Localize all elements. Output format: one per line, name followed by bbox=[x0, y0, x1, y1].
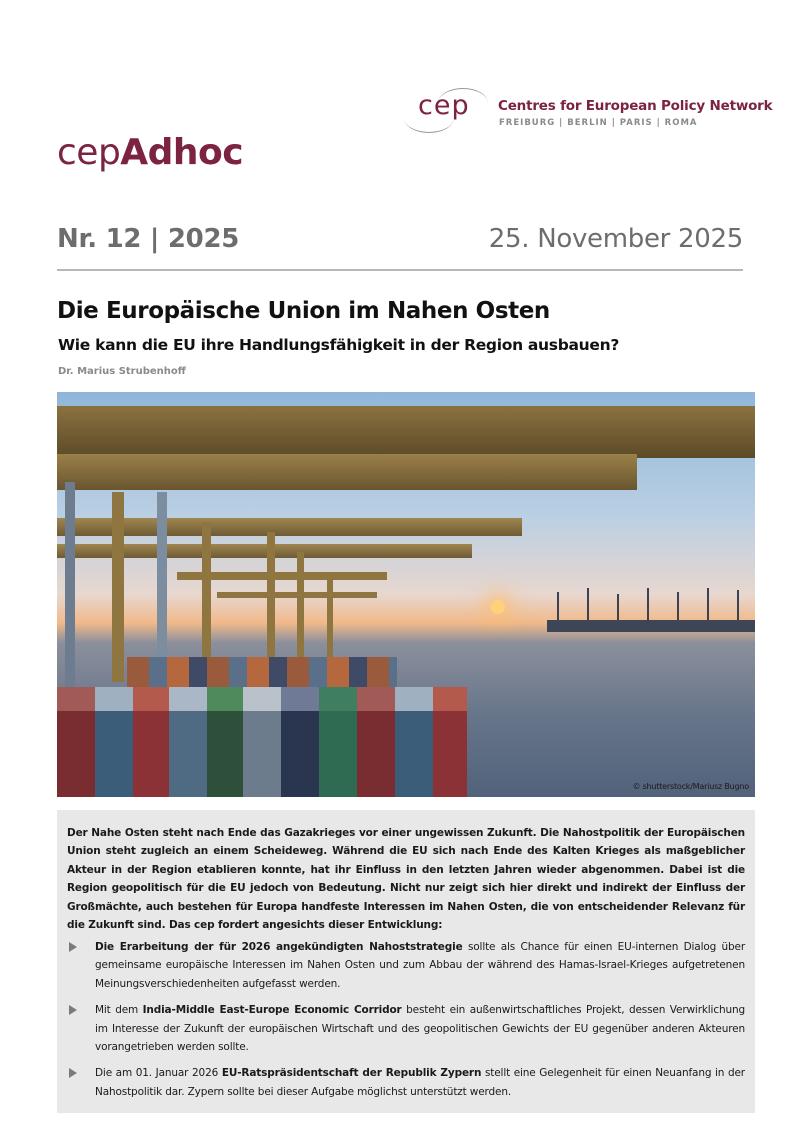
crane-leg bbox=[297, 552, 304, 672]
bullet-text: Die am 01. Januar 2026 bbox=[95, 1067, 222, 1080]
cep-network-logo bbox=[400, 88, 773, 138]
crane-leg bbox=[267, 532, 275, 672]
logo-cities: FREIBURG | BERLIN | PARIS | ROMA bbox=[499, 118, 698, 128]
summary-demands-list bbox=[67, 938, 745, 1109]
brand-prefix: cep bbox=[57, 132, 121, 173]
crane-boom bbox=[57, 454, 637, 490]
photo-credit: © shutterstock/Mariusz Bugno bbox=[632, 782, 749, 791]
bullet-text: stellt eine Gelegenheit für einen Neuanfang in der Nahostpolitik dar. Zypern sollte bei dieser Aufgabe möglichst unterstützt werden. bbox=[95, 1067, 745, 1098]
crane-leg bbox=[65, 482, 75, 692]
bullet-text: sollte als Chance für einen EU-internen Dialog über gemeinsame europäische Interessen im Nahen Osten und zum Abbau der während des Hamas-Israel-Krieges aufgetretenen Meinungsverschiedenheiten aufgefasst werden. bbox=[95, 941, 746, 990]
container-stack-back bbox=[127, 657, 397, 689]
crane-leg bbox=[157, 492, 167, 672]
crane-boom bbox=[57, 406, 755, 458]
bullet-text: besteht ein außenwirtschaftliches Projekt, dessen Verwirklichung im Interesse der Zukunft der europäischen Wirtschaft und des geopolitischen Gewichts der EU gegenüber anderen Akteuren vorangetrieben werden sollte. bbox=[95, 1004, 745, 1054]
page-subtitle: Wie kann die EU ihre Handlungsfähigkeit in der Region ausbauen? bbox=[58, 336, 620, 354]
logo-network-name: Centres for European Policy Network bbox=[498, 98, 773, 114]
list-item bbox=[67, 1064, 745, 1101]
summary-box bbox=[57, 810, 755, 1113]
triangle-bullet-icon bbox=[69, 1005, 77, 1015]
brand-suffix: Adhoc bbox=[120, 132, 244, 173]
distant-dock bbox=[547, 620, 755, 632]
logo-arc-bottom bbox=[404, 118, 454, 133]
bullet-emphasis: Die Erarbeitung der für 2026 angekündigten Nahoststrategie bbox=[95, 941, 463, 953]
triangle-bullet-icon bbox=[69, 1068, 77, 1078]
author-name: Dr. Marius Strubenhoff bbox=[58, 366, 186, 377]
triangle-bullet-icon bbox=[69, 942, 77, 952]
crane-leg bbox=[112, 492, 124, 682]
crane-leg bbox=[202, 522, 211, 672]
bullet-emphasis: EU-Ratspräsidentschaft der Republik Zypern bbox=[221, 1067, 482, 1080]
header-divider bbox=[57, 269, 743, 271]
publication-brand bbox=[57, 132, 243, 173]
publication-date: 25. November 2025 bbox=[488, 224, 743, 254]
list-item bbox=[67, 1001, 745, 1056]
list-item bbox=[67, 938, 745, 993]
sun bbox=[491, 600, 505, 614]
cover-photo bbox=[57, 392, 755, 797]
crane-boom bbox=[57, 518, 522, 536]
logo-mark-text: cep bbox=[418, 90, 470, 121]
bullet-emphasis: India-Middle East-Europe Economic Corridor bbox=[142, 1004, 402, 1017]
bullet-text: Mit dem bbox=[95, 1004, 143, 1017]
issue-number: Nr. 12 | 2025 bbox=[57, 224, 240, 254]
page-title: Die Europäische Union im Nahen Osten bbox=[57, 298, 550, 324]
container-stack-top bbox=[57, 687, 467, 711]
cep-logo-mark bbox=[400, 88, 490, 138]
summary-intro: Der Nahe Osten steht nach Ende das Gazakrieges vor einer ungewissen Zukunft. Die Nahostpolitik der Europäischen Union steht zugleich an einem Scheideweg. Während die EU sich nach Ende des Kalten Krieges als maßgeblicher Akteur in der Region etablieren konnte, hat ihr Einfluss in den letzten Jahren wieder abgenommen. Dabei ist die Region geopolitisch für die EU jedoch von Bedeutung. Nicht nur zeigt sich hier direkt und indirekt der Einfluss der Großmächte, auch bestehen für Europa handfeste Interessen im Nahen Osten, die von entscheidender Relevanz für die Zukunft sind. Das cep fordert angesichts dieser Entwicklung: bbox=[67, 827, 745, 932]
crane-leg bbox=[327, 572, 333, 662]
